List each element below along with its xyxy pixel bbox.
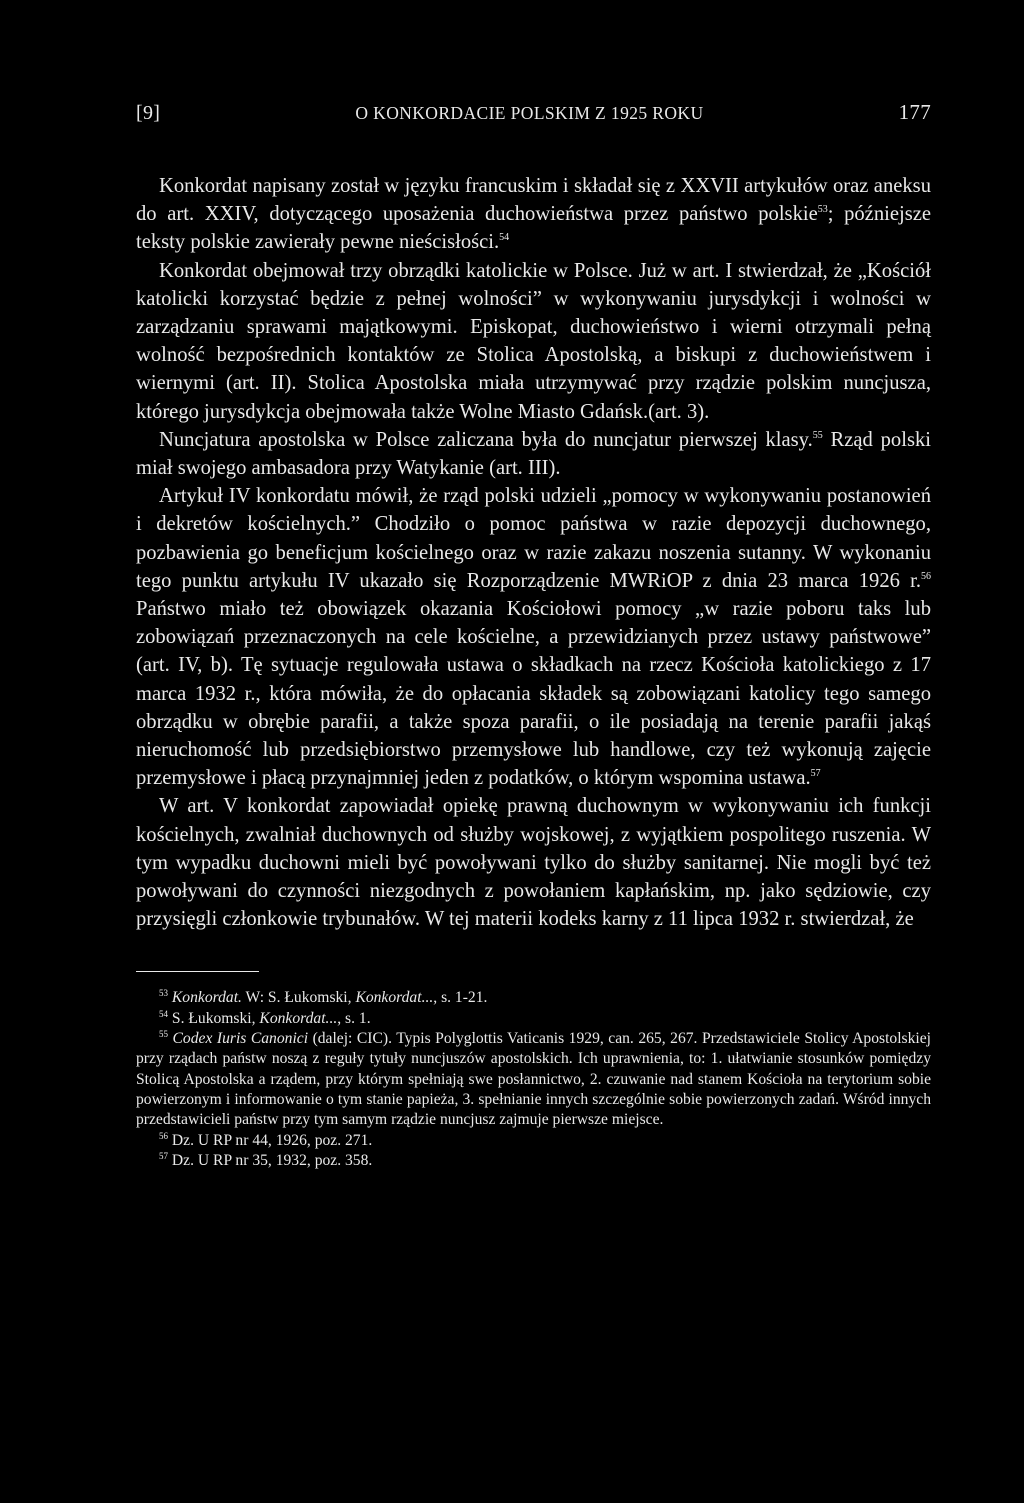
paragraph: Konkordat obejmował trzy obrządki katolickie w Polsce. Już w art. I stwierdzał, że „Kościół katolicki korzystać będzie z pełnej wolności” w wykonywaniu jurysdykcji i wolności w zarządzaniu sprawami majątkowymi. Episkopat, duchowieństwo i wierni otrzymali pełną wolność bezpośrednich kontaktów ze Stolica Apostolską, a biskupi z duchowieństwem i wiernymi (art. II). Stolica Apostolska miała utrzymywać przy rządzie polskim nuncjusza, którego jurysdykcja obejmowała także Wolne Miasto Gdańsk.(art. 3). [136,259,931,423]
paragraph: W art. V konkordat zapowiadał opiekę prawną duchownym w wykonywaniu ich funkcji kościelnych, zwalniał duchownych od służby wojskowej, z wyjątkiem pospolitego ruszenia. W tym wypadku duchowni mieli być powoływani tylko do służby sanitarnej. Nie mogli być też powoływani do czynności niezgodnych z powołaniem kapłańskim, np. jako sędziowie, czy przysięgli członkowie trybunałów. W tej materii kodeks karny z 11 lipca 1932 r. stwierdzał, że [136,795,931,931]
footnote-number: 55 [159,1029,168,1040]
page-number: 177 [898,100,931,124]
paragraph: Konkordat napisany został w języku francuskim i składał się z XXVII artykułów oraz aneksu do art. XXIV, dotyczącego uposażenia duchowieństwa przez państwo polskie$^{53}$; późniejsze teksty polskie zawierały pewne nieścisłości.$^{54}$ [136,175,932,254]
footnote: $^{53}$ Konkordat. W: S. Łukomski, Konkordat..., s. 1-21. [159,988,488,1007]
paragraph: Nuncjatura apostolska w Polsce zaliczana była do nuncjatur pierwszej klasy.$^{55}$ Rząd polski miał swojego ambasadora przy Watykanie (art. III). [136,428,931,480]
running-head [136,100,931,130]
footnote-number: 57 [159,1150,168,1161]
footnote: $^{55}$ Codex Iuris Canonici (dalej: CIC). Typis Polyglottis Vaticanis 1929, can. 265, 267. Przedstawiciele Stolicy Apostolskiej przy rządach państw noszą z reguły tytuły nuncjuszów apostolskich. Ich uprawnienia, to: 1. ułatwianie stosunków pomiędzy Stolicą Apostolska a rządem, przy którym spełniają swe posłannictwo, 2. czuwanie nad stanem Kościoła na terytorium sobie powierzonym i informowanie o tym stanie papieża, 3. spełnianie innych szczególnie sobie powierzonych zadań. Wśród innych przedstawicieli państw przy tym samym rządzie nuncjusz zajmuje pierwsze miejsce. [136,1029,931,1129]
footnotes [136,988,931,1171]
footnote-ref[interactable]: 54 [499,232,510,244]
footnote: $^{57}$ Dz. U RP nr 35, 1932, poz. 358. [159,1150,373,1169]
footnote-number: 54 [159,1008,168,1019]
footnote-ref[interactable]: 53 [817,204,828,216]
footnote-ref[interactable]: 55 [812,429,823,441]
section-number: [9] [136,102,161,124]
footnote-number: 53 [159,988,168,999]
footnote: $^{56}$ Dz. U RP nr 44, 1926, poz. 271. [159,1130,373,1149]
footnote-number: 56 [159,1130,168,1141]
footnote-divider [136,971,259,972]
paragraph: Artykuł IV konkordatu mówił, że rząd polski udzieli „pomocy w wykonywaniu postanowień i dekretów kościelnych.” Chodziło o pomoc państwa w razie depozycji duchownego, pozbawienia go beneficjum kościelnego oraz w razie zakazu noszenia sutanny. W wykonaniu tego punktu artykułu IV ukazało się Rozporządzenie MWRiOP z dnia 23 marca 1926 r.$^{56}$ Państwo miało też obowiązek okazania Kościołowi pomocy „w razie poboru taks lub zobowiązań przeznaczonych na cele kościelne, a przewidzianych przez ustawy państwowe” (art. IV, b). Tę sytuacje regulowała ustawa o składkach na rzecz Kościoła katolickiego z 17 marca 1932 r., która mówiła, że do opłacania składek są zobowiązani katolicy tego samego obrządku w obrębie parafii, a także spoza parafii, o ile posiadają na terenie parafii jakąś nieruchomość lub przedsiębiorstwo przemysłowe lub handlowe, czy też wykonują zajęcie przemysłowe i płacą przynajmniej jeden z podatków, o którym wspomina ustawa.$^{57}$ [136,485,931,790]
footnote-ref[interactable]: 56 [921,570,931,582]
running-title: O KONKORDACIE POLSKIM Z 1925 ROKU [355,103,704,123]
page [136,100,931,1171]
footnote-ref[interactable]: 57 [810,768,821,780]
body-text [136,172,931,933]
footnote: $^{54}$ S. Łukomski, Konkordat..., s. 1. [159,1008,371,1027]
